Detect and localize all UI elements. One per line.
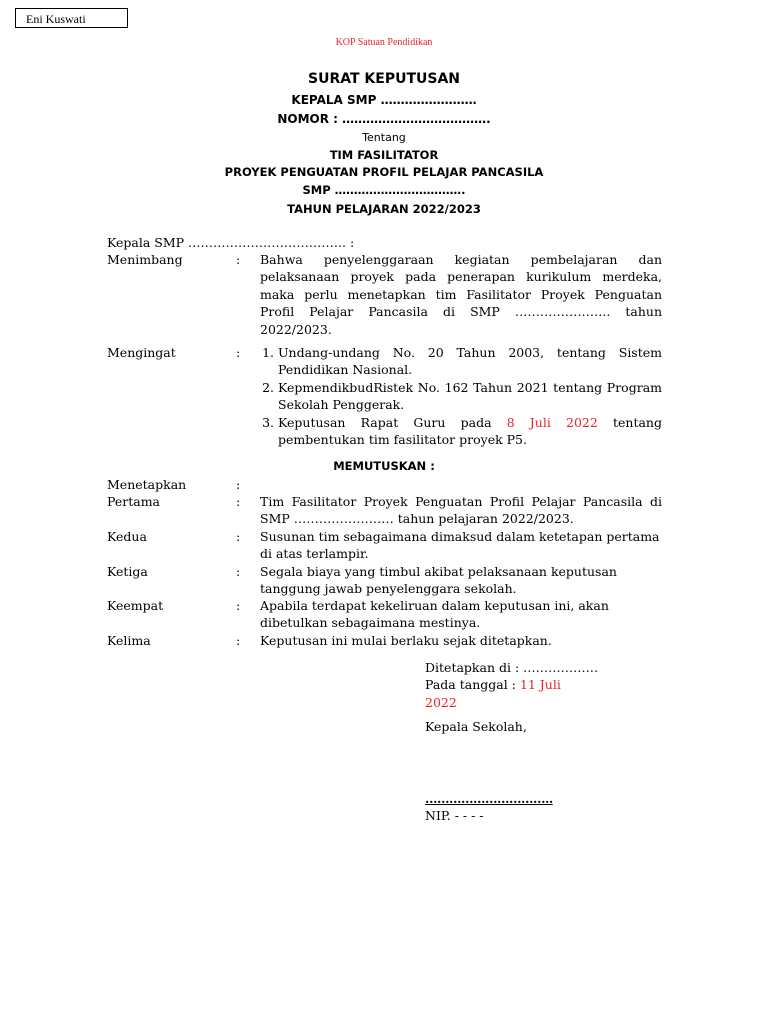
signer-name: ………………………….. [425,790,553,806]
signer-role: Kepala Sekolah, [425,719,527,735]
list-number: 1. [262,345,274,360]
kop-header: KOP Satuan Pendidikan [335,37,433,48]
menimbang-label: Menimbang [107,252,183,267]
list-number: 3. [262,414,274,430]
list-text: KepmendikbudRistek No. 162 Tahun 2021 tentang Program Sekolah Penggerak. [278,379,662,413]
decision-text: Keputusan ini mulai berlaku sejak ditetapkan. [260,633,552,648]
header-smp: SMP ……………………………. [302,183,466,197]
memutuskan-heading: MEMUTUSKAN : [333,459,435,473]
decision-colon: : [236,494,241,509]
signature-block [425,659,665,824]
decision-kelima [107,632,662,649]
decision-text: Susunan tim sebagaimana dimaksud dalam ketetapan pertama di atas terlampir. [260,529,660,562]
decision-kedua [107,528,662,563]
decision-text: Apabila terdapat kekeliruan dalam keputusan ini, akan dibetulkan sebagaimana mestinya. [260,598,609,631]
signer-nip: NIP. - - - - [425,808,484,824]
mengingat-label: Mengingat [107,345,176,360]
decision-text: Segala biaya yang timbul akibat pelaksanaan keputusan tanggung jawab penyelenggara sekolah. [260,564,617,597]
tanggal-label: Pada tanggal : [425,677,520,693]
decision-label: Ketiga [107,564,148,579]
list-item [250,414,662,449]
mengingat-colon: : [236,345,241,360]
list-item [250,344,662,379]
list-text: Undang-undang No. 20 Tahun 2003, tentang Sistem Pendidikan Nasional. [278,345,662,378]
document-title: SURAT KEPUTUSAN [308,71,460,87]
author-label: Eni Kuswati [15,8,128,28]
tanggal-date: 11 Juli [519,677,561,693]
intro-line [107,234,662,251]
decision-colon: : [236,529,241,544]
header-nomor: NOMOR : ………………………………. [277,112,491,126]
intro-text: Kepala SMP ……………………………….. : [107,235,355,250]
menetapkan-colon: : [236,477,241,492]
meeting-date: 8 Juli 2022 [506,414,598,430]
decision-colon: : [236,564,241,579]
tanggal-line [425,676,665,693]
tanggal-year: 2022 [425,694,457,710]
decision-ketiga [107,563,662,598]
list-text-post: tentang pembentukan tim fasilitator proyek P5. [278,414,662,448]
decision-colon: : [236,598,241,613]
decision-pertama [107,493,662,528]
decision-label: Kelima [107,633,151,648]
header-kepala: KEPALA SMP …………………… [291,93,477,107]
list-text-pre: Keputusan Rapat Guru pada [278,414,507,430]
decision-keempat [107,597,662,632]
mengingat-section [107,344,662,448]
menimbang-colon: : [236,252,241,267]
decision-label: Keempat [107,598,164,613]
menetapkan-label: Menetapkan [107,477,187,492]
header-tahun: TAHUN PELAJARAN 2022/2023 [287,202,481,216]
menimbang-section [107,251,662,338]
list-number: 2. [262,379,274,395]
header-proyek: PROYEK PENGUATAN PROFIL PELAJAR PANCASILA [224,165,544,179]
header-tentang: Tentang [362,131,406,144]
list-item [250,379,662,414]
header-tim: TIM FASILITATOR [329,148,439,162]
decision-label: Kedua [107,529,147,544]
decision-text: Tim Fasilitator Proyek Penguatan Profil Pelajar Pancasila di SMP …………………… tahun pelajaran 2022/2023. [260,494,662,527]
mengingat-list [250,344,662,448]
menimbang-text: Bahwa penyelenggaraan kegiatan pembelajaran dan pelaksanaan proyek pada penerapan kurikulum merdeka, maka perlu menetapkan tim Fasilitator Proyek Penguatan Profil Pelajar Pancasila di SMP ………………….. tahun 2022/2023. [260,252,662,337]
list-text [278,414,662,449]
decision-label: Pertama [107,494,161,509]
decision-colon: : [236,633,241,648]
ditetapkan-line: Ditetapkan di : ……………… [425,660,599,675]
menetapkan-row [107,476,662,493]
